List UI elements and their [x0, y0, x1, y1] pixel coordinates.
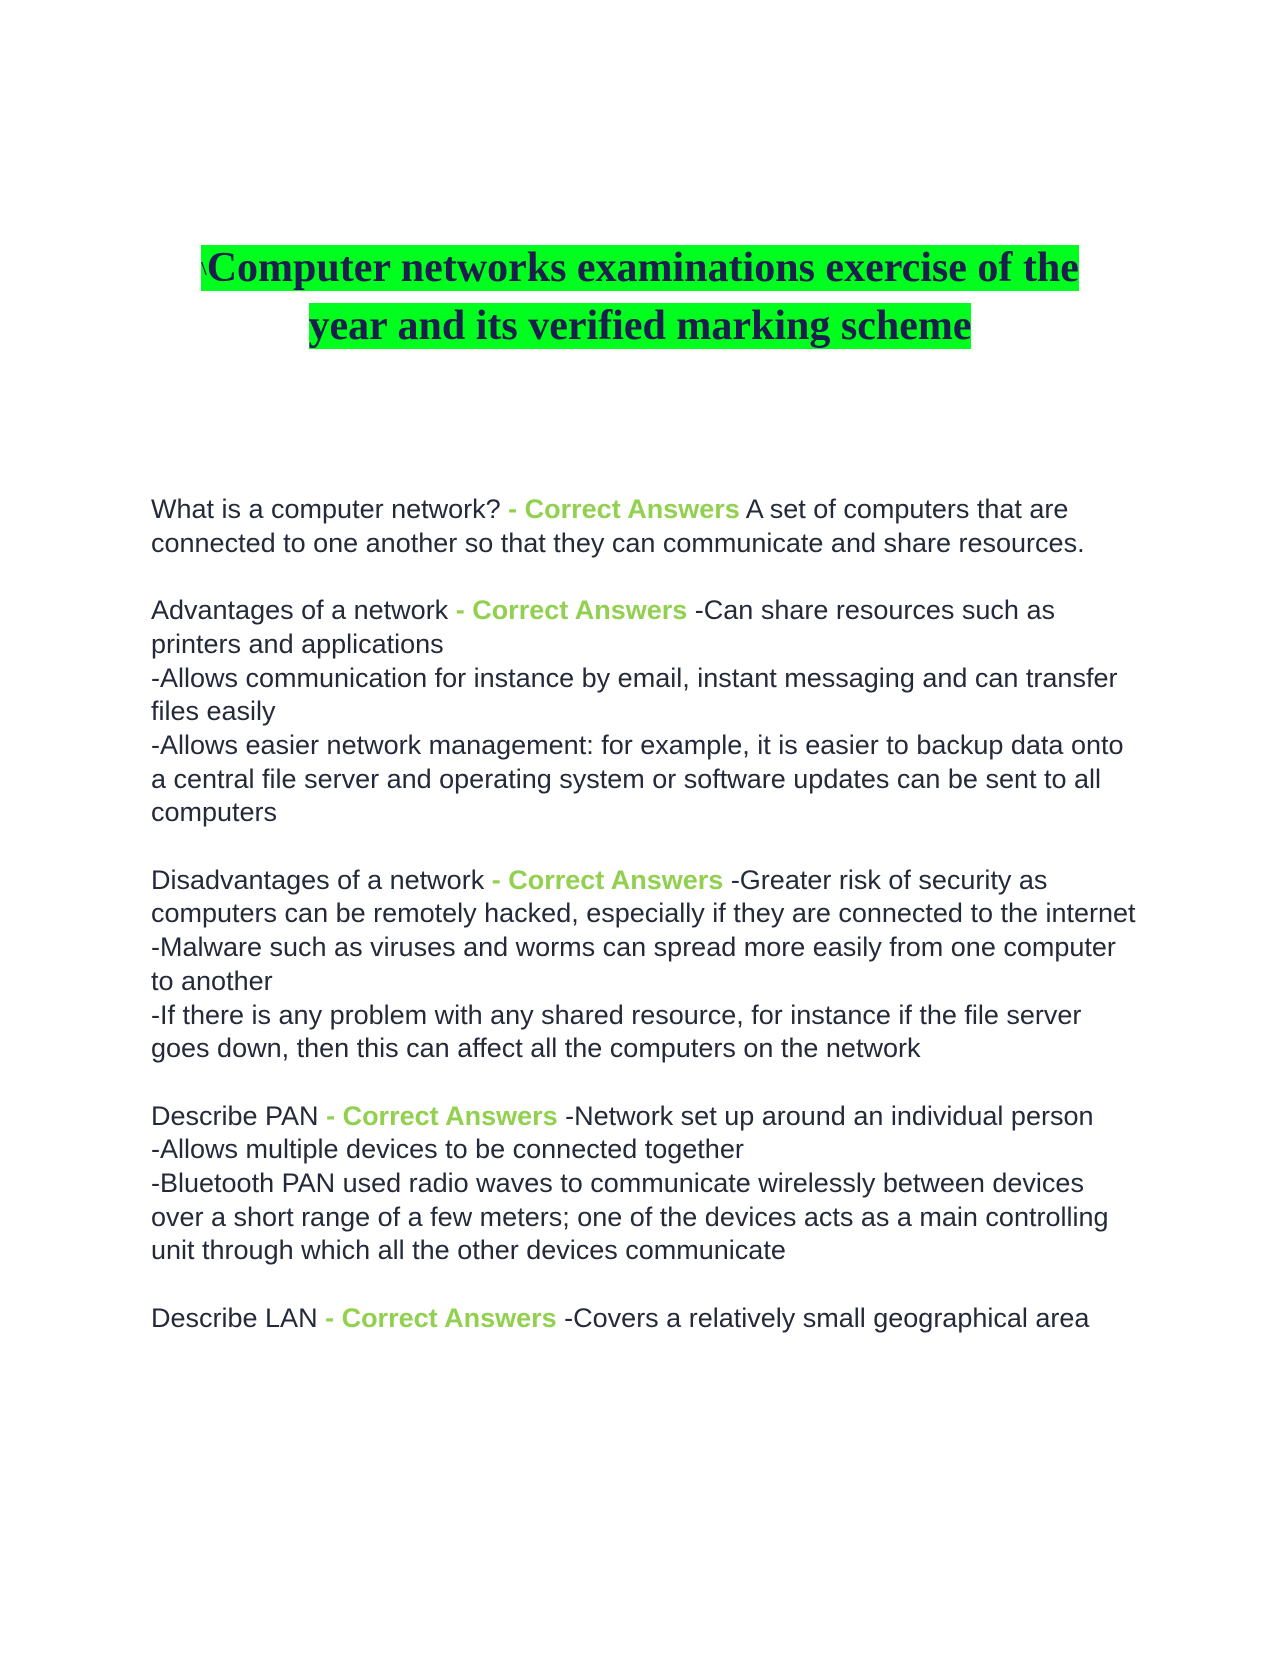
- correct-answers-tag: - Correct Answers: [508, 494, 740, 524]
- title-line-2: year and its verified marking scheme: [308, 303, 972, 349]
- answer-text: A set of computers that are connected to one another so that they can communicate and share resources.: [151, 494, 1085, 558]
- answer-text: -Allows multiple devices to be connected together: [151, 1134, 744, 1165]
- correct-answers-tag: - Correct Answers: [325, 1302, 557, 1333]
- question-text: Advantages of a network: [151, 595, 449, 626]
- question-text: What is a computer network?: [151, 494, 501, 524]
- correct-answers-tag: - Correct Answers: [491, 864, 724, 895]
- qa-item: [151, 493, 1141, 560]
- answer-text: -Network set up around an individual person: [565, 1100, 1094, 1131]
- qa-item: [151, 1100, 1141, 1269]
- correct-answers-tag: - Correct Answers: [326, 1100, 558, 1131]
- answer-text: -Malware such as viruses and worms can spread more easily from one computer to another: [151, 932, 1116, 996]
- answer-text: -If there is any problem with any shared resource, for instance if the file server goes down, then this can affect all the computers on the network: [151, 999, 1082, 1064]
- answer-text: -Allows communication for instance by email, instant messaging and can transfer files easily: [151, 662, 1118, 727]
- title-line-1: Computer networks examinations exercise of the: [206, 245, 1079, 291]
- correct-answers-tag: - Correct Answers: [455, 595, 688, 626]
- answer-text: -Greater risk of security as computers can be remotely hacked, especially if they are connected to the internet: [151, 864, 1136, 929]
- answer-text: -Allows easier network management: for example, it is easier to backup data onto a central file server and operating system or software updates can be sent to all computers: [151, 729, 1124, 828]
- answer-text: -Covers a relatively small geographical area: [564, 1302, 1090, 1333]
- answer-text: -Bluetooth PAN used radio waves to communicate wirelessly between devices over a short range of a few meters; one of the devices acts as a main controlling unit through which all the other devices communicate: [151, 1168, 1109, 1266]
- title-mark: \: [201, 258, 207, 280]
- question-text: Disadvantages of a network: [151, 864, 485, 895]
- qa-list: [151, 493, 1141, 1369]
- qa-item: [151, 1302, 1141, 1336]
- title-highlight-line2: [309, 303, 972, 349]
- qa-item: [151, 594, 1141, 830]
- title-highlight-line1: [201, 245, 1079, 291]
- question-text: Describe PAN: [151, 1100, 319, 1131]
- question-text: Describe LAN: [151, 1302, 318, 1333]
- qa-item: [151, 864, 1141, 1066]
- answer-text: -Can share resources such as printers and applications: [151, 595, 1055, 659]
- document-title: [100, 240, 1180, 355]
